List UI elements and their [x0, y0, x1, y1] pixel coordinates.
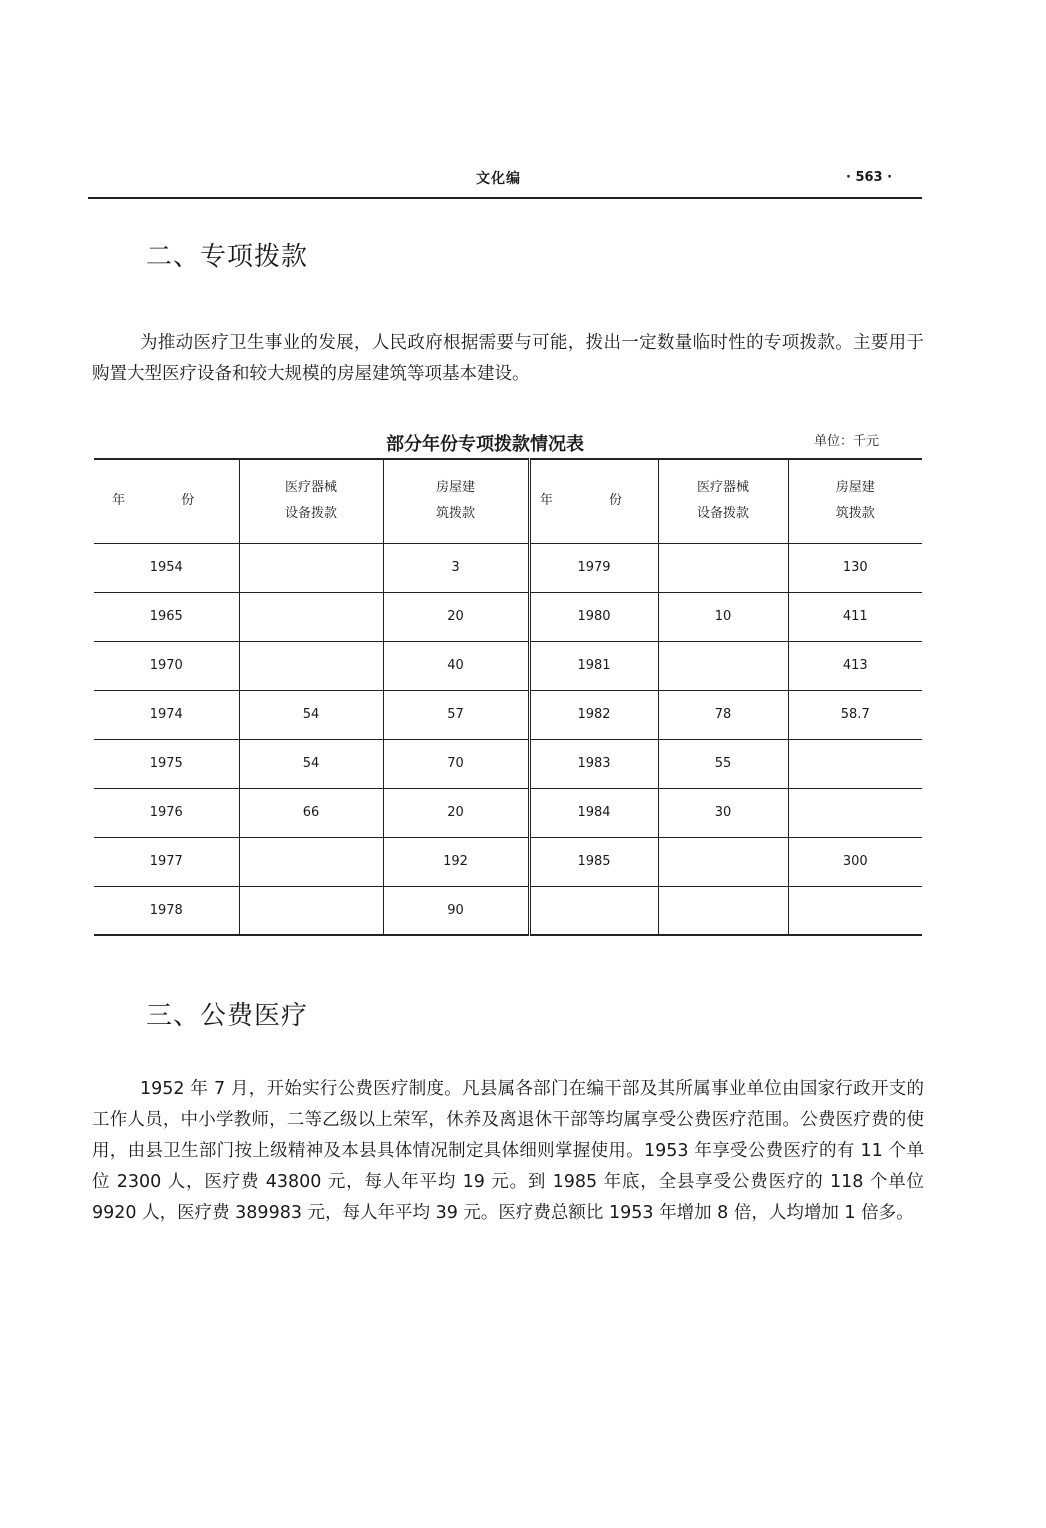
table-row — [94, 886, 922, 935]
special-funds-paragraph: 为推动医疗卫生事业的发展，人民政府根据需要与可能，拨出一定数量临时性的专项拨款。主要用于购置大型医疗设备和较大规模的房屋建筑等项基本建设。 — [92, 333, 924, 384]
cell-year-right: 1980 — [529, 592, 658, 641]
table-unit: 单位：千元 — [814, 434, 880, 449]
table-row — [94, 592, 922, 641]
cell-equipment-left: 54 — [239, 690, 383, 739]
cell-year-right — [529, 886, 658, 935]
table-row — [94, 690, 922, 739]
cell-building-right: 300 — [788, 837, 922, 886]
cell-building-left: 20 — [383, 592, 529, 641]
cell-building-left: 192 — [383, 837, 529, 886]
cell-building-right: 411 — [788, 592, 922, 641]
cell-building-right — [788, 739, 922, 788]
cell-equipment-right — [658, 886, 788, 935]
cell-year-right: 1981 — [529, 641, 658, 690]
header-title: 文化编 — [476, 171, 521, 187]
cell-building-left: 90 — [383, 886, 529, 935]
cell-year-right: 1979 — [529, 543, 658, 592]
table-row — [94, 641, 922, 690]
cell-building-right: 130 — [788, 543, 922, 592]
section-heading-special-funds: 二、专项拨款 — [146, 242, 309, 272]
cell-equipment-right: 55 — [658, 739, 788, 788]
cell-building-left: 20 — [383, 788, 529, 837]
cell-year-left: 1965 — [94, 592, 239, 641]
cell-year-left: 1975 — [94, 739, 239, 788]
cell-equipment-right: 30 — [658, 788, 788, 837]
table-row — [94, 739, 922, 788]
cell-building-left: 70 — [383, 739, 529, 788]
cell-equipment-right: 78 — [658, 690, 788, 739]
special-funds-table — [94, 458, 922, 936]
section-heading-public-medical: 三、公费医疗 — [146, 1001, 309, 1031]
cell-equipment-right — [658, 837, 788, 886]
cell-building-right — [788, 886, 922, 935]
cell-equipment-right: 10 — [658, 592, 788, 641]
cell-equipment-left — [239, 592, 383, 641]
cell-year-left: 1976 — [94, 788, 239, 837]
header-rule — [88, 197, 922, 199]
public-medical-paragraph: 1952 年 7 月，开始实行公费医疗制度。凡县属各部门在编干部及其所属事业单位由国家行政开支的工作人员，中小学教师，二等乙级以上荣军，休养及离退休干部等均属享受公费医疗范围。公费医疗费的使用，由县卫生部门按上级精神及本县具体情况制定具体细则掌握使用。1953 年享受公费医疗的有 11 个单位 2300 人，医疗费 43800 元，每人年平均 19 元。到 1985 年底，全县享受公费医疗的 118 个单位 9920 人，医疗费 389983 元，每人年平均 39 元。医疗费总额比 1953 年增加 8 倍，人均增加 1 倍多。 — [92, 1079, 924, 1223]
header-year-left: 年 份 — [94, 459, 239, 543]
cell-equipment-left — [239, 641, 383, 690]
header-year-right: 年 份 — [529, 459, 658, 543]
header-equipment-left: 医疗器械 设备拨款 — [239, 459, 383, 543]
cell-equipment-left — [239, 543, 383, 592]
cell-equipment-left: 66 — [239, 788, 383, 837]
table-row — [94, 788, 922, 837]
cell-year-left: 1970 — [94, 641, 239, 690]
cell-equipment-left — [239, 886, 383, 935]
cell-equipment-right — [658, 641, 788, 690]
cell-building-left: 40 — [383, 641, 529, 690]
cell-year-right: 1982 — [529, 690, 658, 739]
page-number: · 563 · — [846, 170, 893, 185]
cell-year-right: 1985 — [529, 837, 658, 886]
cell-year-left: 1977 — [94, 837, 239, 886]
table-row — [94, 543, 922, 592]
cell-building-right: 413 — [788, 641, 922, 690]
table-title: 部分年份专项拨款情况表 — [386, 434, 584, 455]
cell-year-left: 1978 — [94, 886, 239, 935]
cell-year-right: 1983 — [529, 739, 658, 788]
cell-year-left: 1954 — [94, 543, 239, 592]
cell-year-left: 1974 — [94, 690, 239, 739]
cell-building-right — [788, 788, 922, 837]
cell-building-right: 58.7 — [788, 690, 922, 739]
cell-equipment-left — [239, 837, 383, 886]
header-building-left: 房屋建 筑拨款 — [383, 459, 529, 543]
cell-equipment-right — [658, 543, 788, 592]
cell-equipment-left: 54 — [239, 739, 383, 788]
cell-year-right: 1984 — [529, 788, 658, 837]
table-row — [94, 837, 922, 886]
cell-building-left: 3 — [383, 543, 529, 592]
header-building-right: 房屋建 筑拨款 — [788, 459, 922, 543]
header-equipment-right: 医疗器械 设备拨款 — [658, 459, 788, 543]
cell-building-left: 57 — [383, 690, 529, 739]
table-header-row — [94, 459, 922, 543]
